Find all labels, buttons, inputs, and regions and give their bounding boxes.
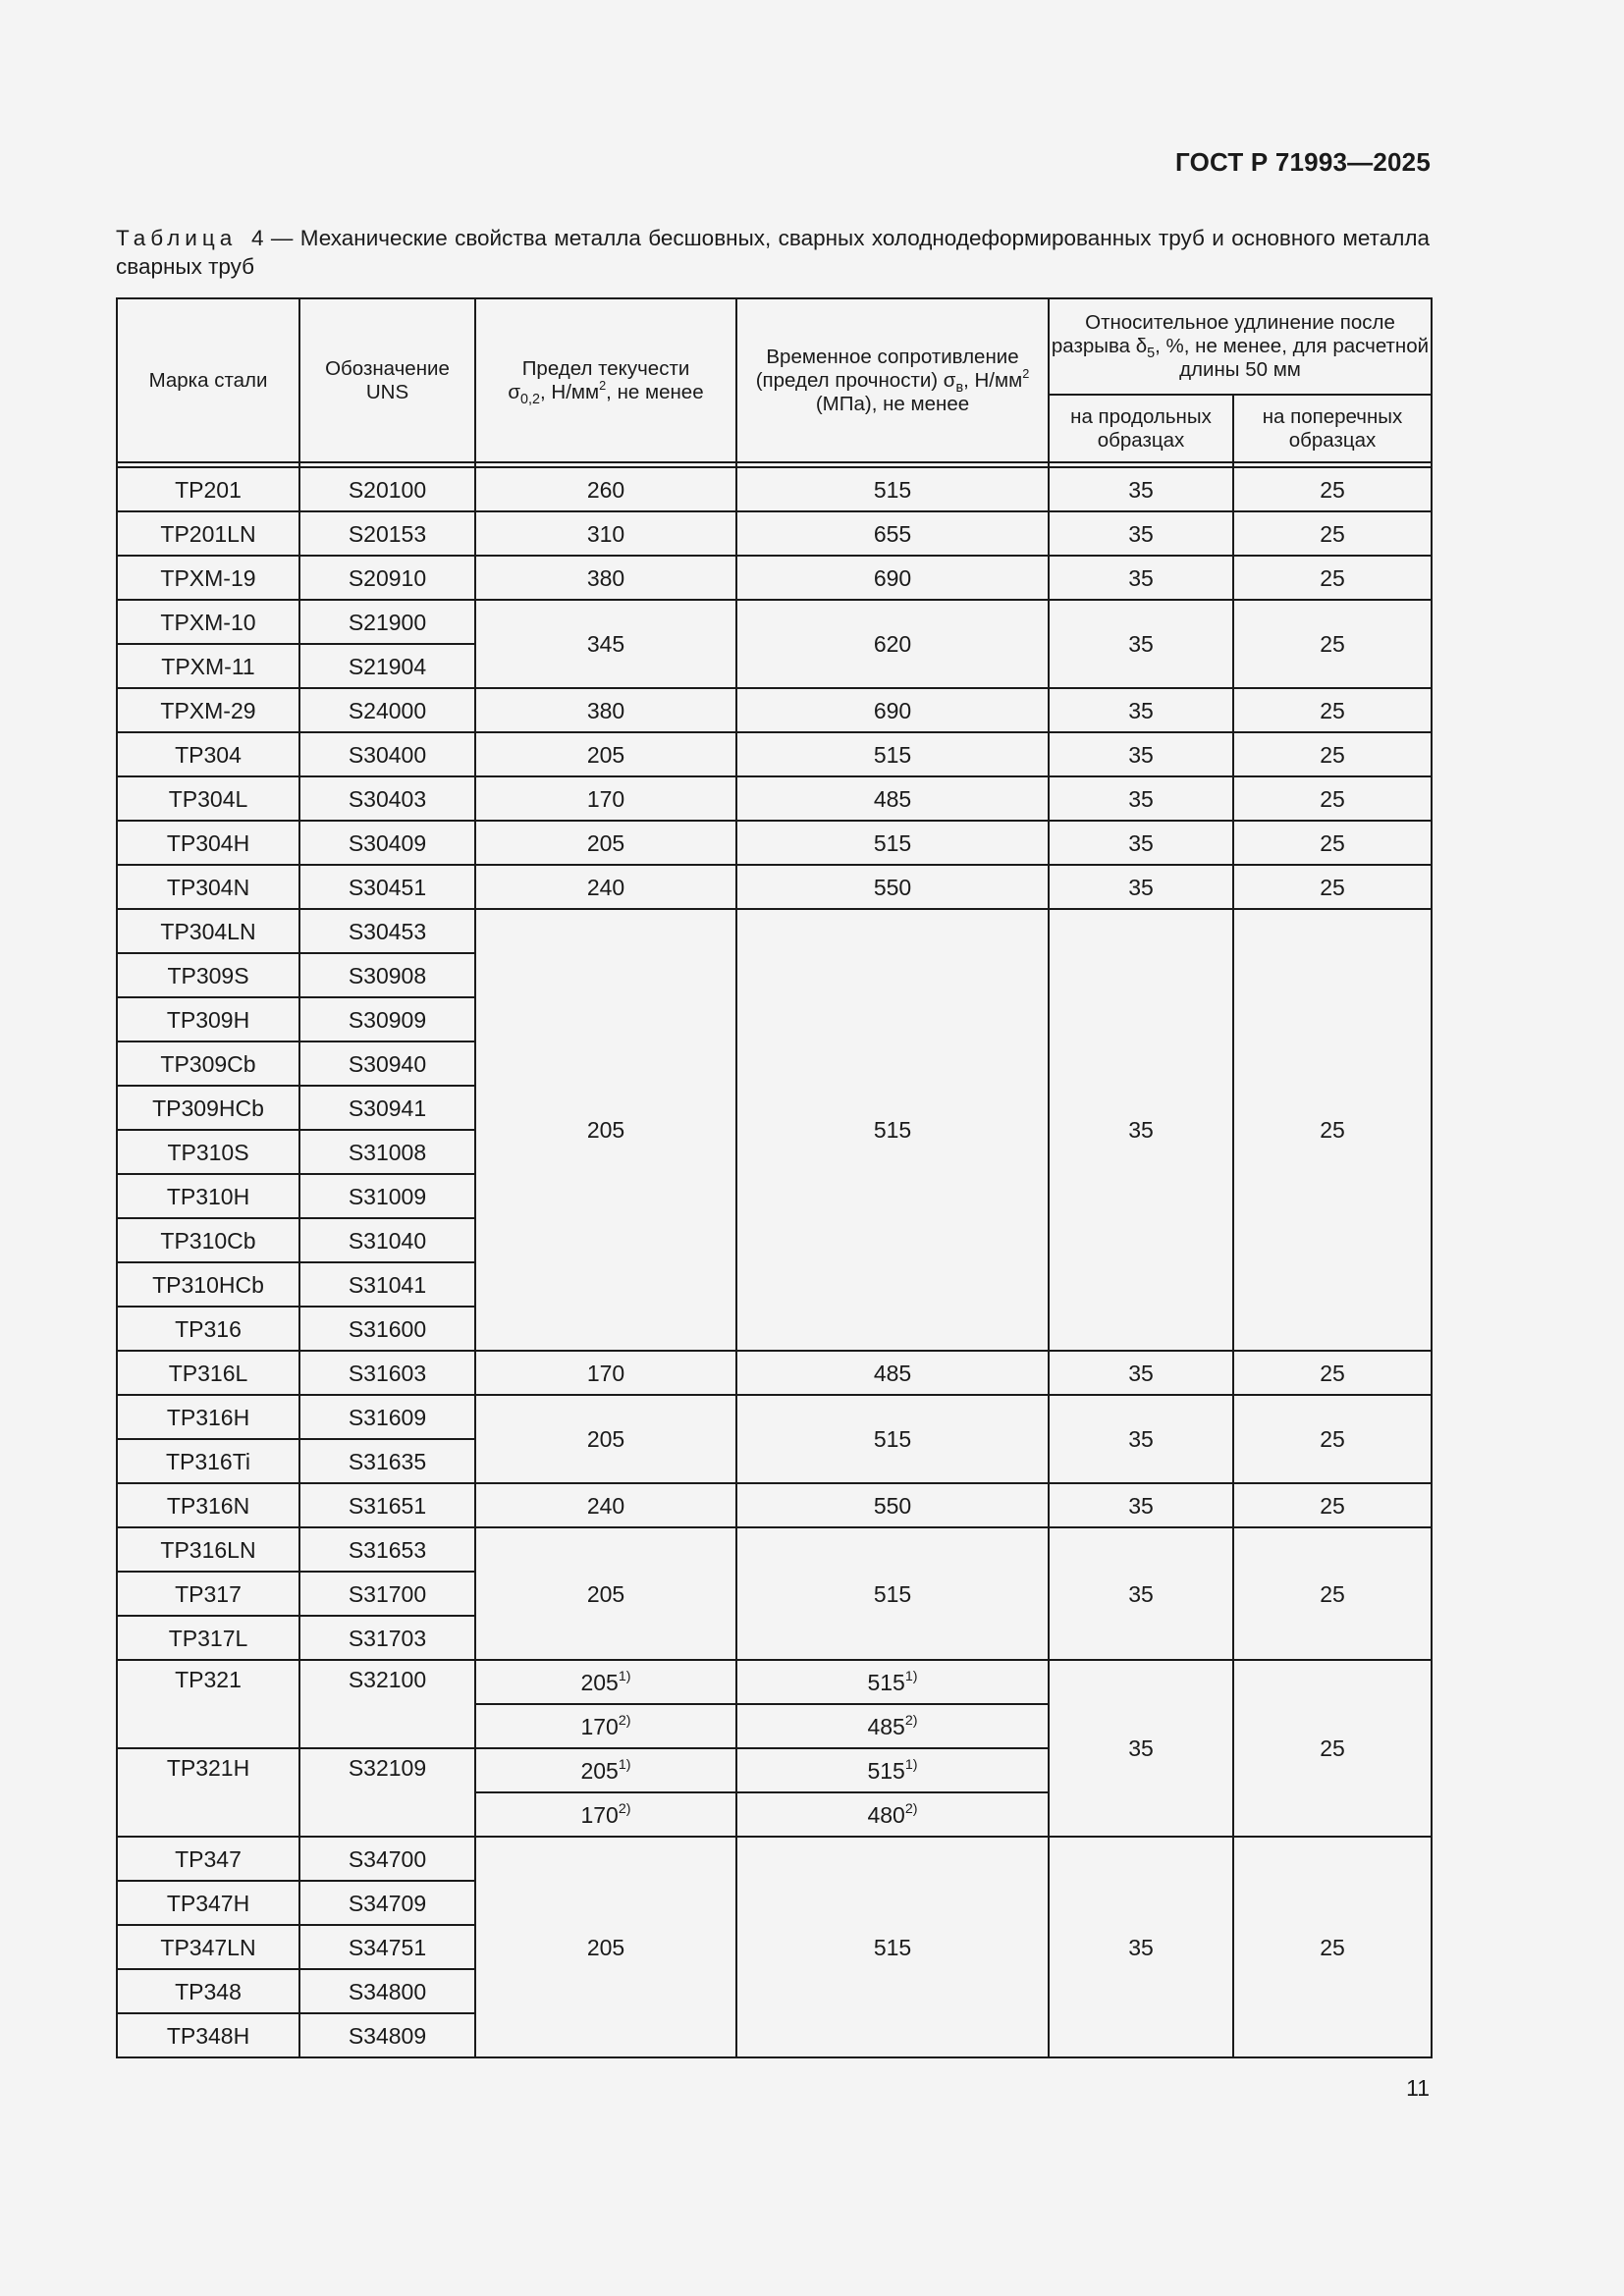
grade-cell: TP304H — [117, 821, 299, 865]
tensile-cell: 655 — [736, 511, 1049, 556]
tensile-cell: 485 — [736, 1351, 1049, 1395]
tensile-cell: 550 — [736, 865, 1049, 909]
yield-cell — [475, 1660, 736, 1704]
header-yield: Предел текучести $\sigma_{0,2}$, $Н/мм^2$, не менее — [475, 298, 736, 462]
table-row — [117, 1837, 1432, 1881]
caption-label: Таблица — [116, 226, 238, 250]
footnote-mark: 2) — [618, 1800, 631, 1817]
tensile-value: 515 — [867, 1669, 905, 1695]
caption-text: — Механические свойства металла бесшовных, сварных холоднодеформированных труб и основного металла сварных труб — [116, 226, 1430, 279]
grade-cell: TP310Cb — [117, 1218, 299, 1262]
tensile-cell: 515 — [736, 1395, 1049, 1483]
grade-cell: TP309HCb — [117, 1086, 299, 1130]
grade-cell: TP310H — [117, 1174, 299, 1218]
longitudinal-cell: 35 — [1049, 688, 1233, 732]
longitudinal-cell: 35 — [1049, 556, 1233, 600]
longitudinal-cell: 35 — [1049, 732, 1233, 776]
footnote-mark: 1) — [904, 1756, 918, 1773]
grade-cell: TP201LN — [117, 511, 299, 556]
transverse-cell: 25 — [1233, 865, 1432, 909]
yield-cell: 380 — [475, 556, 736, 600]
uns-cell: S31653 — [299, 1527, 475, 1572]
longitudinal-cell: 35 — [1049, 1395, 1233, 1483]
tensile-cell: 690 — [736, 688, 1049, 732]
tensile-cell: 515 — [736, 732, 1049, 776]
uns-cell: S31700 — [299, 1572, 475, 1616]
header-grade: Марка стали — [117, 298, 299, 462]
grade-cell: TP316H — [117, 1395, 299, 1439]
grade-cell: TP309Cb — [117, 1041, 299, 1086]
grade-cell: TP347 — [117, 1837, 299, 1881]
yield-value: 205 — [580, 1669, 619, 1695]
header-row — [117, 298, 1432, 395]
uns-cell: S31008 — [299, 1130, 475, 1174]
yield-value: 170 — [580, 1713, 619, 1739]
transverse-cell: 25 — [1233, 732, 1432, 776]
longitudinal-cell: 35 — [1049, 1351, 1233, 1395]
tensile-cell: 515 — [736, 467, 1049, 511]
uns-cell: S32109 — [299, 1748, 475, 1837]
longitudinal-cell: 35 — [1049, 776, 1233, 821]
uns-cell: S31603 — [299, 1351, 475, 1395]
transverse-cell: 25 — [1233, 821, 1432, 865]
table-row — [117, 1395, 1432, 1439]
uns-cell: S31651 — [299, 1483, 475, 1527]
uns-cell: S34751 — [299, 1925, 475, 1969]
tensile-cell: 515 — [736, 909, 1049, 1351]
yield-cell: 205 — [475, 732, 736, 776]
uns-cell: S30451 — [299, 865, 475, 909]
footnote-mark: 1) — [618, 1668, 631, 1684]
grade-cell: TPXM-11 — [117, 644, 299, 688]
footnote-mark: 1) — [618, 1756, 631, 1773]
longitudinal-cell: 35 — [1049, 1483, 1233, 1527]
caption-number: 4 — [251, 226, 264, 250]
grade-cell: TP304LN — [117, 909, 299, 953]
header-uns: Обозначение UNS — [299, 298, 475, 462]
transverse-cell: 25 — [1233, 1527, 1432, 1660]
transverse-cell: 25 — [1233, 1351, 1432, 1395]
transverse-cell: 25 — [1233, 1837, 1432, 2057]
tensile-cell: 485 — [736, 776, 1049, 821]
grade-cell: TP348 — [117, 1969, 299, 2013]
uns-cell: S30941 — [299, 1086, 475, 1130]
uns-cell: S31609 — [299, 1395, 475, 1439]
grade-cell: TP316LN — [117, 1527, 299, 1572]
table-row — [117, 865, 1432, 909]
transverse-cell: 25 — [1233, 688, 1432, 732]
grade-cell: TP316L — [117, 1351, 299, 1395]
grade-cell: TP310HCb — [117, 1262, 299, 1307]
yield-cell: 240 — [475, 865, 736, 909]
uns-cell: S24000 — [299, 688, 475, 732]
table-row — [117, 732, 1432, 776]
yield-cell: 205 — [475, 821, 736, 865]
page-number: 11 — [1406, 2075, 1430, 2101]
grade-cell: TP316 — [117, 1307, 299, 1351]
yield-cell: 345 — [475, 600, 736, 688]
uns-cell: S31041 — [299, 1262, 475, 1307]
yield-cell: 205 — [475, 1395, 736, 1483]
yield-cell: 170 — [475, 1351, 736, 1395]
yield-value: 205 — [580, 1757, 619, 1784]
uns-cell: S30409 — [299, 821, 475, 865]
longitudinal-cell: 35 — [1049, 1660, 1233, 1837]
grade-cell: TP321 — [117, 1660, 299, 1748]
table-row — [117, 511, 1432, 556]
uns-cell: S30909 — [299, 997, 475, 1041]
uns-cell: S31703 — [299, 1616, 475, 1660]
uns-cell: S30403 — [299, 776, 475, 821]
header-transverse: на поперечных образцах — [1233, 395, 1432, 462]
table-row — [117, 1660, 1432, 1704]
transverse-cell: 25 — [1233, 600, 1432, 688]
uns-cell: S34800 — [299, 1969, 475, 2013]
transverse-cell: 25 — [1233, 556, 1432, 600]
transverse-cell: 25 — [1233, 909, 1432, 1351]
header-longitudinal: на продольных образцах — [1049, 395, 1233, 462]
table-caption — [116, 224, 1430, 281]
longitudinal-cell: 35 — [1049, 1527, 1233, 1660]
yield-cell: 240 — [475, 1483, 736, 1527]
table-row — [117, 556, 1432, 600]
footnote-mark: 1) — [904, 1668, 918, 1684]
longitudinal-cell: 35 — [1049, 467, 1233, 511]
tensile-cell: 515 — [736, 821, 1049, 865]
grade-cell: TP201 — [117, 467, 299, 511]
grade-cell: TP310S — [117, 1130, 299, 1174]
transverse-cell: 25 — [1233, 1483, 1432, 1527]
document-id: ГОСТ Р 71993—2025 — [1175, 147, 1431, 177]
transverse-cell: 25 — [1233, 1395, 1432, 1483]
yield-cell: 310 — [475, 511, 736, 556]
yield-cell — [475, 1792, 736, 1837]
grade-cell: TPXM-10 — [117, 600, 299, 644]
tensile-cell: 550 — [736, 1483, 1049, 1527]
transverse-cell: 25 — [1233, 511, 1432, 556]
tensile-value: 485 — [867, 1713, 905, 1739]
longitudinal-cell: 35 — [1049, 600, 1233, 688]
grade-cell: TP321H — [117, 1748, 299, 1837]
yield-cell: 205 — [475, 1837, 736, 2057]
longitudinal-cell: 35 — [1049, 511, 1233, 556]
yield-cell: 170 — [475, 776, 736, 821]
grade-cell: TP309S — [117, 953, 299, 997]
yield-cell: 205 — [475, 1527, 736, 1660]
table-row — [117, 600, 1432, 644]
uns-cell: S21904 — [299, 644, 475, 688]
header-tensile: Временное сопротивление (предел прочности) $\sigma_в$, $Н/мм^2$ (МПа), не менее — [736, 298, 1049, 462]
grade-cell: TP347H — [117, 1881, 299, 1925]
table-row — [117, 1527, 1432, 1572]
longitudinal-cell: 35 — [1049, 865, 1233, 909]
yield-cell — [475, 1704, 736, 1748]
longitudinal-cell: 35 — [1049, 1837, 1233, 2057]
uns-cell: S21900 — [299, 600, 475, 644]
uns-cell: S30453 — [299, 909, 475, 953]
grade-cell: TP347LN — [117, 1925, 299, 1969]
uns-cell: S32100 — [299, 1660, 475, 1748]
uns-cell: S20910 — [299, 556, 475, 600]
uns-cell: S34700 — [299, 1837, 475, 1881]
footnote-mark: 2) — [904, 1712, 918, 1729]
tensile-cell — [736, 1660, 1049, 1704]
tensile-value: 515 — [867, 1757, 905, 1784]
yield-cell: 380 — [475, 688, 736, 732]
transverse-cell: 25 — [1233, 1660, 1432, 1837]
tensile-cell: 690 — [736, 556, 1049, 600]
yield-cell — [475, 1748, 736, 1792]
grade-cell: TP317L — [117, 1616, 299, 1660]
table-row — [117, 467, 1432, 511]
grade-cell: TPXM-29 — [117, 688, 299, 732]
table-row — [117, 821, 1432, 865]
uns-cell: S30908 — [299, 953, 475, 997]
grade-cell: TP316N — [117, 1483, 299, 1527]
uns-cell: S31635 — [299, 1439, 475, 1483]
longitudinal-cell: 35 — [1049, 821, 1233, 865]
uns-cell: S30400 — [299, 732, 475, 776]
table-row — [117, 1483, 1432, 1527]
footnote-mark: 2) — [904, 1800, 918, 1817]
grade-cell: TP316Ti — [117, 1439, 299, 1483]
transverse-cell: 25 — [1233, 467, 1432, 511]
grade-cell: TP304L — [117, 776, 299, 821]
uns-cell: S30940 — [299, 1041, 475, 1086]
table-row — [117, 909, 1432, 953]
longitudinal-cell: 35 — [1049, 909, 1233, 1351]
table-row — [117, 776, 1432, 821]
table-row — [117, 688, 1432, 732]
table-row — [117, 1351, 1432, 1395]
uns-cell: S31040 — [299, 1218, 475, 1262]
uns-cell: S20100 — [299, 467, 475, 511]
tensile-cell: 620 — [736, 600, 1049, 688]
grade-cell: TPXM-19 — [117, 556, 299, 600]
tensile-cell — [736, 1748, 1049, 1792]
uns-cell: S20153 — [299, 511, 475, 556]
grade-cell: TP304N — [117, 865, 299, 909]
footnote-mark: 2) — [618, 1712, 631, 1729]
tensile-cell: 515 — [736, 1527, 1049, 1660]
grade-cell: TP309H — [117, 997, 299, 1041]
yield-value: 170 — [580, 1801, 619, 1828]
uns-cell: S34809 — [299, 2013, 475, 2057]
grade-cell: TP304 — [117, 732, 299, 776]
uns-cell: S31600 — [299, 1307, 475, 1351]
mechanical-properties-table — [116, 297, 1433, 2058]
yield-cell: 205 — [475, 909, 736, 1351]
tensile-cell: 515 — [736, 1837, 1049, 2057]
tensile-value: 480 — [867, 1801, 905, 1828]
tensile-cell — [736, 1704, 1049, 1748]
grade-cell: TP317 — [117, 1572, 299, 1616]
yield-cell: 260 — [475, 467, 736, 511]
uns-cell: S31009 — [299, 1174, 475, 1218]
grade-cell: TP348H — [117, 2013, 299, 2057]
uns-cell: S34709 — [299, 1881, 475, 1925]
tensile-cell — [736, 1792, 1049, 1837]
transverse-cell: 25 — [1233, 776, 1432, 821]
header-elongation: Относительное удлинение после разрыва $\delta_5$, %, не менее, для расчетной длины 50 мм — [1049, 298, 1432, 395]
